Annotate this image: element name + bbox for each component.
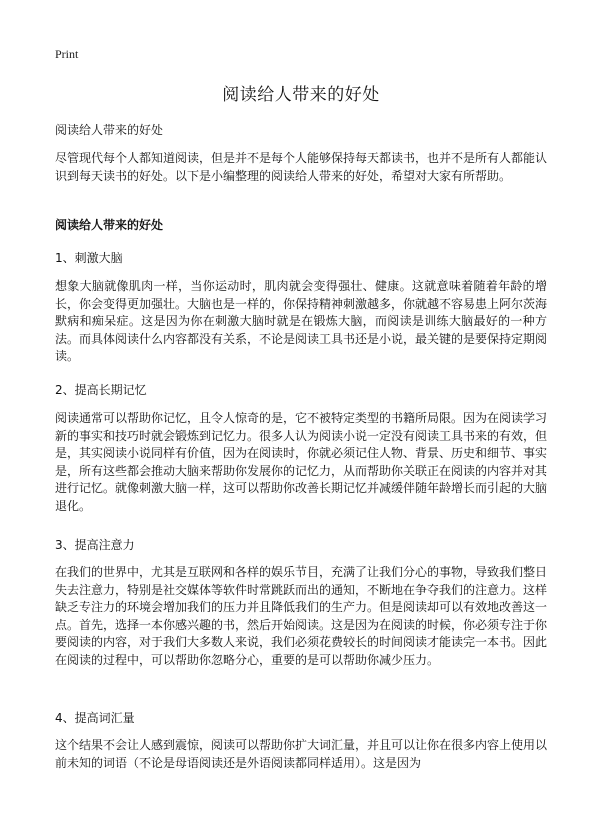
item-body-2: 阅读通常可以帮助你记忆，且令人惊奇的是，它不被特定类型的书籍所局限。因为在阅读学习新的事实和技巧时就会锻炼到记忆力。很多人认为阅读小说一定没有阅读工具书来的有效，但是，其实阅读小说同样有价值，因为在阅读时，你就必须记住人物、背景、历史和细节、事实是，所有这些都会推动大脑来帮助你发展你的记忆力，从而帮助你关联正在阅读的内容并对其进行记忆。就像刺激大脑一样，这可以帮助你改善长期记忆并减缓伴随年龄增长而引起的大脑退化。 — [55, 411, 548, 513]
item-heading-4: 4、提高词汇量 — [55, 711, 135, 725]
item-heading-2: 2、提高长期记忆 — [55, 383, 147, 397]
item-body-3: 在我们的世界中，尤其是互联网和各样的娱乐节目，充满了让我们分心的事物，导致我们整日失去注意力，特别是社交媒体等软件时常跳跃而出的通知，不断地在争夺我们的注意力。这样缺乏专注力的环境会增加我们的压力并且降低我们的生产力。但是阅读却可以有效地改善这一点。首先，选择一本你感兴趣的书，然后开始阅读。这是因为在阅读的时候，你必须专注于你要阅读的内容，对于我们大多数人来说，我们必须花费较长的时间阅读才能读完一本书。因此在阅读的过程中，可以帮助你忽略分心，重要的是可以帮助你减少压力。 — [55, 565, 548, 667]
page-title: 阅读给人带来的好处 — [222, 85, 380, 105]
item-heading-1: 1、刺激大脑 — [55, 251, 123, 265]
item-heading-3: 3、提高注意力 — [55, 538, 135, 552]
intro-paragraph: 尽管现代每个人都知道阅读，但是并不是每个人能够保持每天都读书，也并不是所有人都能认识到每天读书的好处。以下是小编整理的阅读给人带来的好处，希望对大家有所帮助。 — [55, 151, 548, 183]
print-link[interactable]: Print — [55, 47, 79, 61]
item-body-1: 想象大脑就像肌肉一样，当你运动时，肌肉就会变得强壮、健康。这就意味着随着年龄的增长，你会变得更加强壮。大脑也是一样的，你保持精神刺激越多，你就越不容易患上阿尔茨海默病和痴呆症。这是因为你在刺激大脑时就是在锻炼大脑，而阅读是训练大脑最好的一种方法。而具体阅读什么内容都没有关系，不论是阅读工具书还是小说，最关键的是要保持定期阅读。 — [55, 279, 548, 363]
section-heading: 阅读给人带来的好处 — [55, 218, 164, 232]
subtitle: 阅读给人带来的好处 — [55, 123, 164, 137]
item-body-4: 这个结果不会让人感到震惊，阅读可以帮助你扩大词汇量，并且可以让你在很多内容上使用以前未知的词语（不论是母语阅读还是外语阅读都同样适用）。这是因为 — [55, 738, 548, 770]
